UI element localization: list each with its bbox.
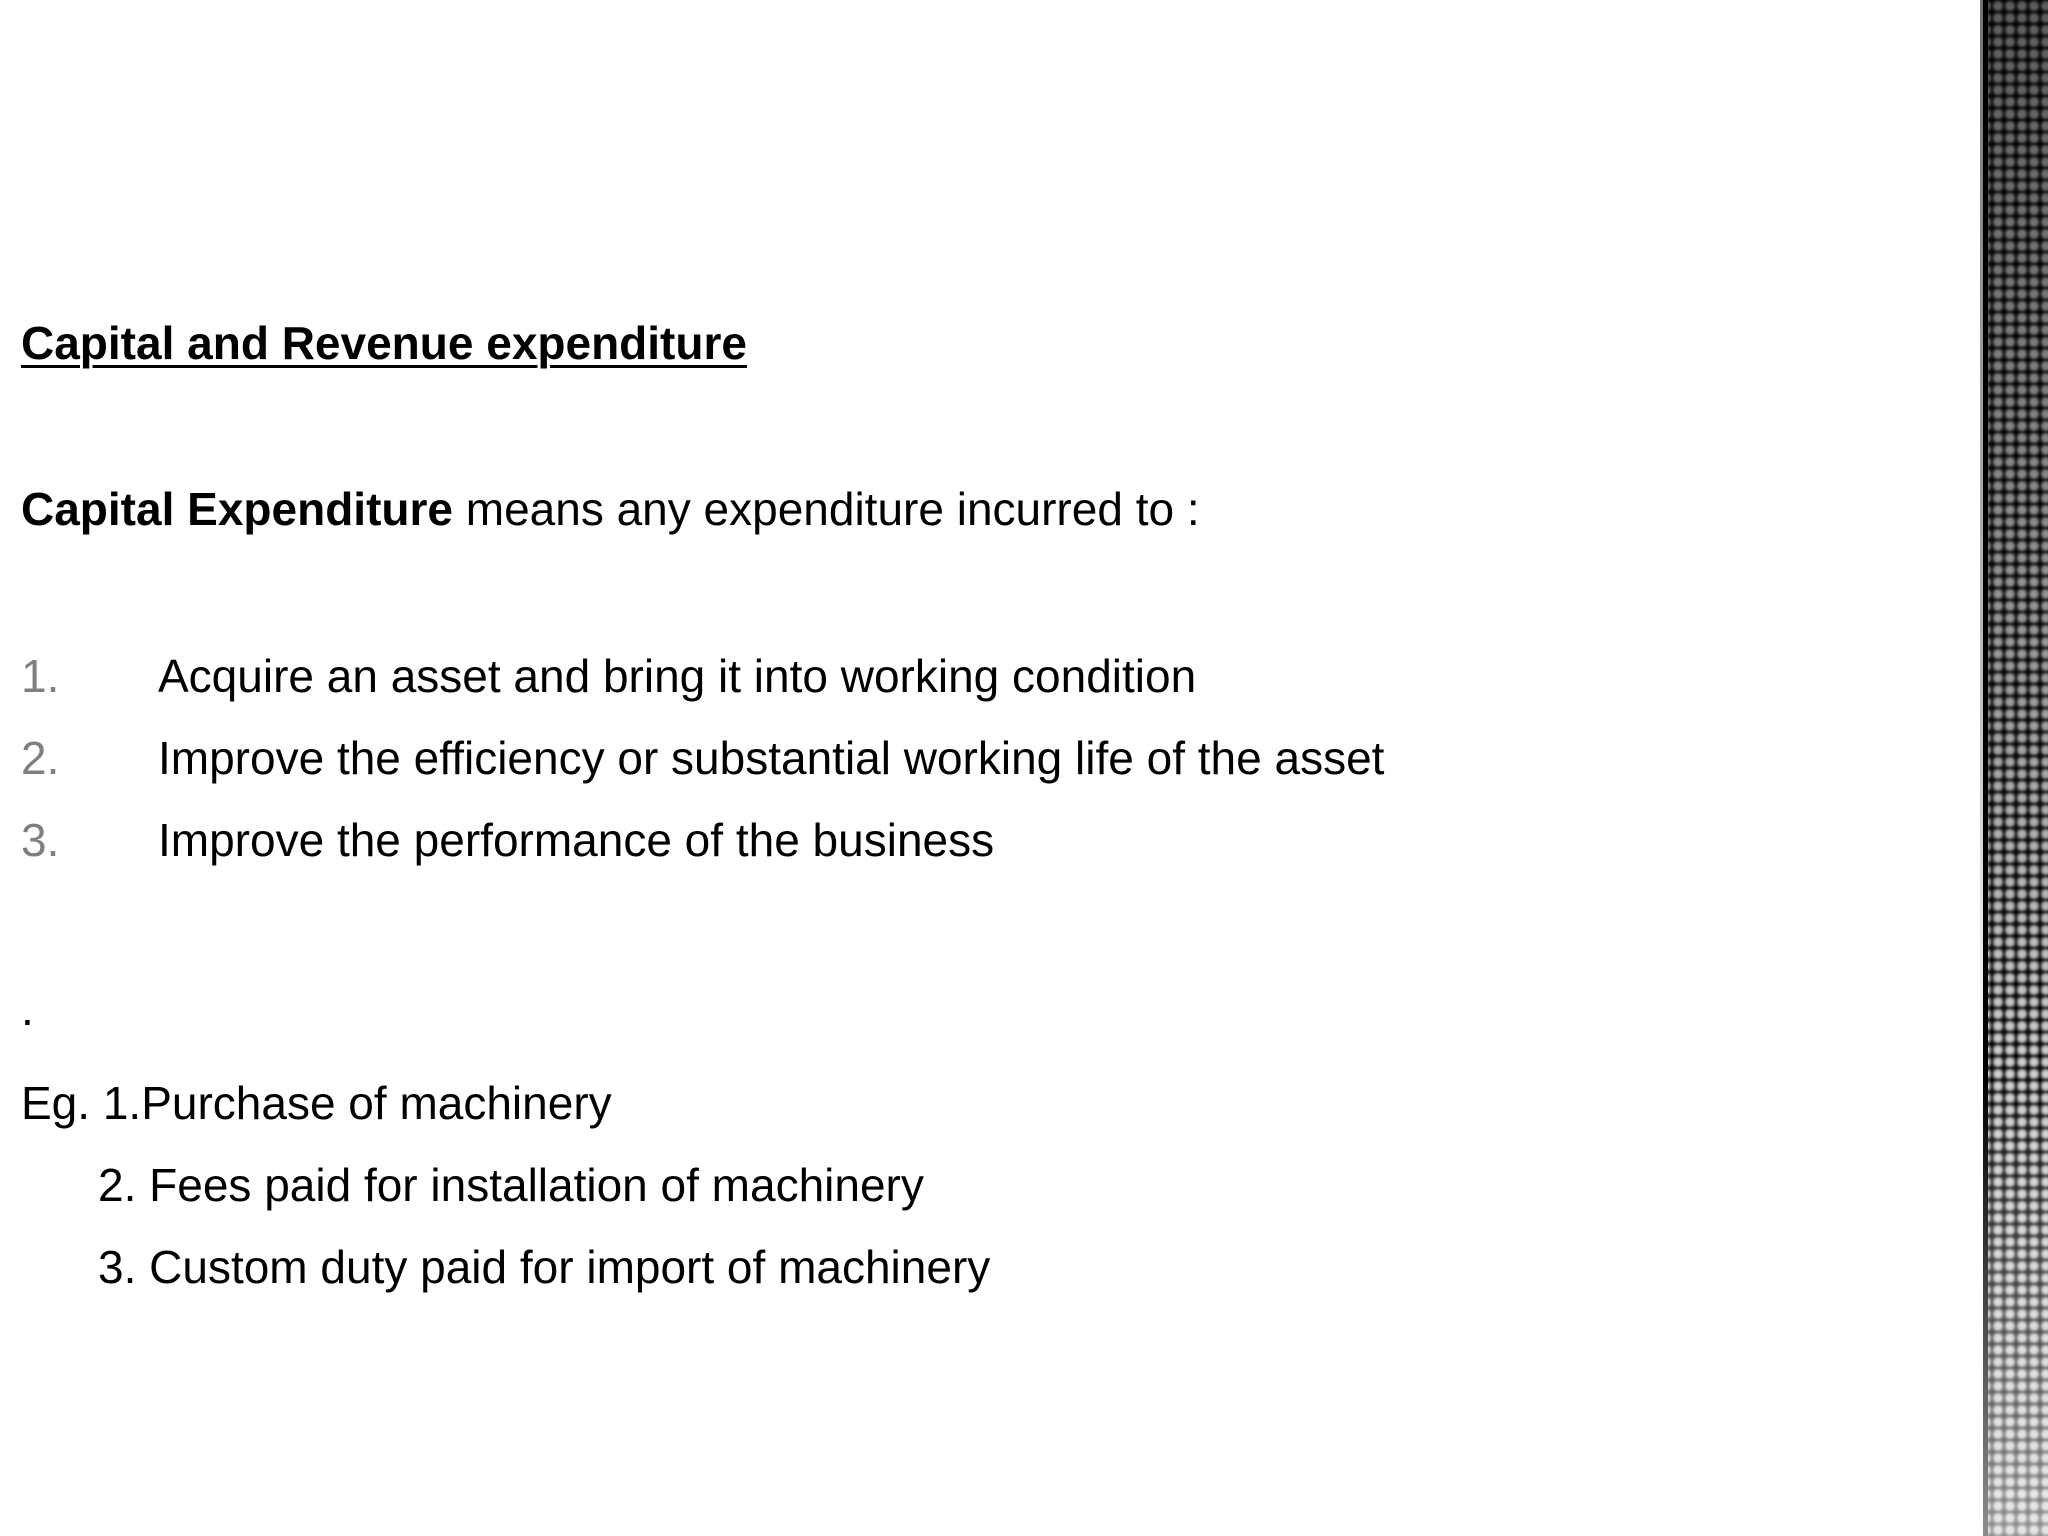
list-item — [21, 812, 1384, 894]
list-item-text: Improve the efficiency or substantial working life of the asset — [158, 732, 1385, 784]
definition-line — [21, 482, 1200, 536]
decorative-pattern-strip — [1980, 0, 2048, 1536]
definition-term: Capital Expenditure — [21, 483, 453, 535]
list-item-number: 3. — [21, 814, 60, 866]
slide-heading: Capital and Revenue expenditure — [21, 317, 747, 369]
example-line: 2. Fees paid for installation of machinery — [98, 1159, 924, 1211]
dot-mark: . — [21, 983, 34, 1035]
example-line: Eg. 1.Purchase of machinery — [21, 1077, 612, 1129]
list-item-number: 1. — [21, 650, 60, 702]
list-item-number: 2. — [21, 732, 60, 784]
definition-text: means any expenditure incurred to : — [452, 483, 1200, 535]
list-item-text: Acquire an asset and bring it into working condition — [158, 650, 1197, 702]
examples-block — [21, 1062, 990, 1308]
list-item — [21, 648, 1384, 730]
purpose-list — [21, 648, 1384, 894]
example-line: 3. Custom duty paid for import of machinery — [98, 1241, 991, 1293]
list-item-text: Improve the performance of the business — [158, 814, 995, 866]
list-item — [21, 730, 1384, 812]
